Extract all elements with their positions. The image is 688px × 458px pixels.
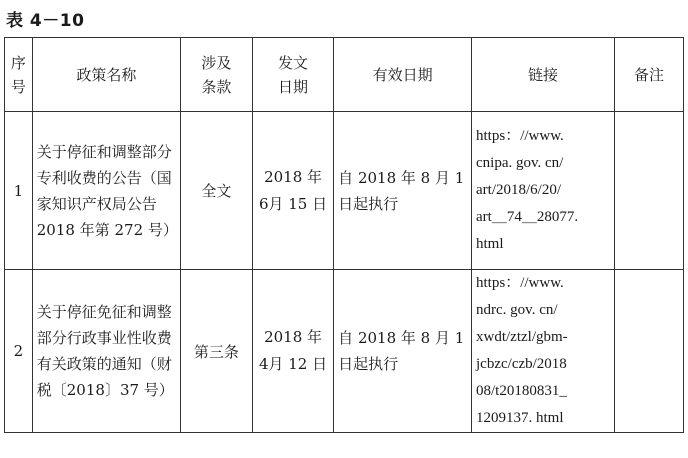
table-row	[5, 270, 684, 433]
header-policy-name: 政策名称	[32, 38, 180, 112]
header-link: 链接	[472, 38, 615, 112]
row-index: 2	[5, 270, 33, 433]
row-link[interactable]: https：//www. ndrc. gov. cn/ xwdt/ztzl/gbm- jcbzc/czb/2018 08/t20180831_ 1209137. html	[472, 270, 615, 433]
row-index: 1	[5, 112, 33, 270]
header-effective-date: 有效日期	[334, 38, 472, 112]
header-clause: 涉及 条款	[180, 38, 252, 112]
row-link[interactable]: https：//www. cnipa. gov. cn/ art/2018/6/20/ art＿74＿28077. html	[472, 112, 615, 270]
row-effective-date: 自 2018 年 8 月 1 日起执行	[334, 270, 472, 433]
row-effective-date: 自 2018 年 8 月 1 日起执行	[334, 112, 472, 270]
row-issue-date: 2018 年 6月 15 日	[252, 112, 333, 270]
header-issue-date: 发文 日期	[252, 38, 333, 112]
row-remark	[615, 270, 684, 433]
row-policy-name: 关于停征和调整部分专利收费的公告（国家知识产权局公告 2018 年第 272 号）	[32, 112, 180, 270]
row-policy-name: 关于停征免征和调整部分行政事业性收费有关政策的通知（财税〔2018〕37 号）	[32, 270, 180, 433]
header-row	[5, 38, 684, 112]
row-clause: 第三条	[180, 270, 252, 433]
policy-table	[4, 37, 684, 433]
header-index: 序 号	[5, 38, 33, 112]
table-row	[5, 112, 684, 270]
row-remark	[615, 112, 684, 270]
row-issue-date: 2018 年 4月 12 日	[252, 270, 333, 433]
row-clause: 全文	[180, 112, 252, 270]
table-title: 表 4－10	[6, 11, 85, 31]
header-remark: 备注	[615, 38, 684, 112]
